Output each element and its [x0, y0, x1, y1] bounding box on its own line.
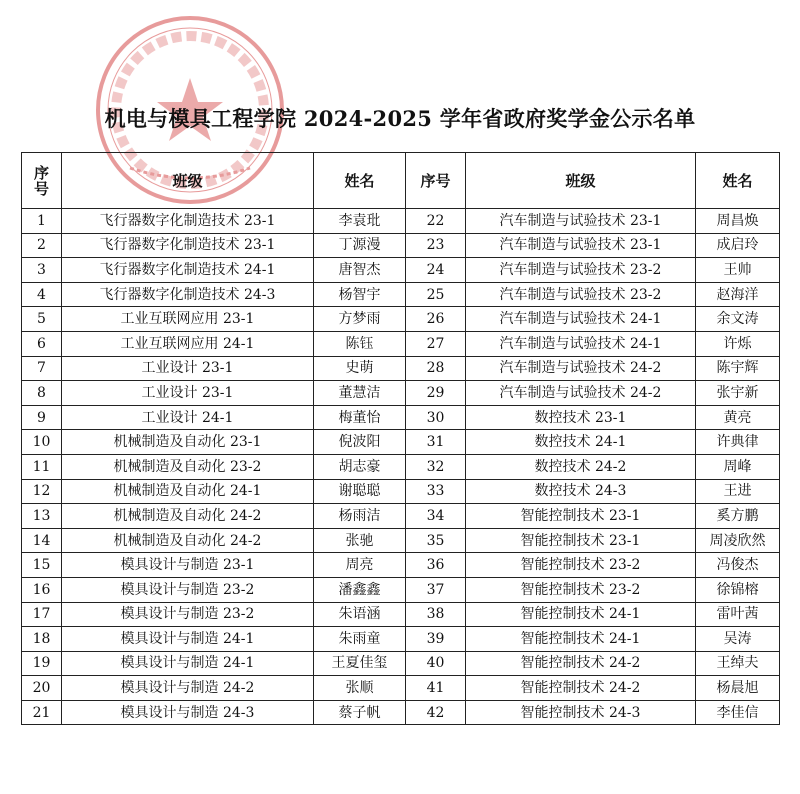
name-cell: 朱雨童 [314, 627, 406, 652]
seq-cell: 22 [406, 209, 466, 234]
header-class: 班级 [62, 153, 314, 209]
class-cell: 模具设计与制造 24-3 [62, 700, 314, 725]
class-cell: 数控技术 23-1 [466, 405, 696, 430]
class-cell: 飞行器数字化制造技术 23-1 [62, 209, 314, 234]
table-row [22, 528, 780, 553]
seq-cell: 11 [22, 454, 62, 479]
table-row [22, 651, 780, 676]
seq-cell: 36 [406, 553, 466, 578]
seq-cell: 17 [22, 602, 62, 627]
class-cell: 数控技术 24-3 [466, 479, 696, 504]
name-cell: 许烁 [696, 331, 780, 356]
name-cell: 王绰夫 [696, 651, 780, 676]
table-row [22, 381, 780, 406]
seq-cell: 1 [22, 209, 62, 234]
class-cell: 飞行器数字化制造技术 23-1 [62, 233, 314, 258]
class-cell: 工业互联网应用 24-1 [62, 331, 314, 356]
name-cell: 丁源漫 [314, 233, 406, 258]
name-cell: 董慧洁 [314, 381, 406, 406]
seq-cell: 30 [406, 405, 466, 430]
name-cell: 张顺 [314, 676, 406, 701]
class-cell: 智能控制技术 24-2 [466, 651, 696, 676]
class-cell: 模具设计与制造 24-2 [62, 676, 314, 701]
seq-cell: 35 [406, 528, 466, 553]
name-cell: 雷叶茜 [696, 602, 780, 627]
seq-cell: 39 [406, 627, 466, 652]
table-row [22, 233, 780, 258]
table-row [22, 405, 780, 430]
seq-cell: 12 [22, 479, 62, 504]
class-cell: 数控技术 24-2 [466, 454, 696, 479]
table-row [22, 331, 780, 356]
seq-cell: 26 [406, 307, 466, 332]
name-cell: 赵海洋 [696, 282, 780, 307]
class-cell: 飞行器数字化制造技术 24-3 [62, 282, 314, 307]
name-cell: 蔡子帆 [314, 700, 406, 725]
seq-cell: 27 [406, 331, 466, 356]
class-cell: 智能控制技术 23-2 [466, 553, 696, 578]
class-cell: 智能控制技术 23-1 [466, 504, 696, 529]
class-cell: 汽车制造与试验技术 24-1 [466, 307, 696, 332]
seq-cell: 25 [406, 282, 466, 307]
table-row [22, 676, 780, 701]
name-cell: 陈宇辉 [696, 356, 780, 381]
name-cell: 潘鑫鑫 [314, 577, 406, 602]
class-cell: 智能控制技术 24-2 [466, 676, 696, 701]
class-cell: 模具设计与制造 23-1 [62, 553, 314, 578]
seq-cell: 16 [22, 577, 62, 602]
name-cell: 王帅 [696, 258, 780, 283]
name-cell: 奚方鹏 [696, 504, 780, 529]
name-cell: 谢聪聪 [314, 479, 406, 504]
class-cell: 机械制造及自动化 23-2 [62, 454, 314, 479]
seq-cell: 7 [22, 356, 62, 381]
name-cell: 黄亮 [696, 405, 780, 430]
name-cell: 梅董怡 [314, 405, 406, 430]
table-row [22, 479, 780, 504]
scholarship-list-table [21, 152, 780, 725]
seq-cell: 40 [406, 651, 466, 676]
seq-cell: 32 [406, 454, 466, 479]
name-cell: 周峰 [696, 454, 780, 479]
seq-cell: 23 [406, 233, 466, 258]
class-cell: 模具设计与制造 24-1 [62, 627, 314, 652]
class-cell: 智能控制技术 23-2 [466, 577, 696, 602]
name-cell: 方梦雨 [314, 307, 406, 332]
class-cell: 汽车制造与试验技术 23-1 [466, 233, 696, 258]
class-cell: 汽车制造与试验技术 23-1 [466, 209, 696, 234]
seq-cell: 15 [22, 553, 62, 578]
name-cell: 周凌欣然 [696, 528, 780, 553]
seq-cell: 42 [406, 700, 466, 725]
name-cell: 杨智宇 [314, 282, 406, 307]
table-row [22, 577, 780, 602]
class-cell: 飞行器数字化制造技术 24-1 [62, 258, 314, 283]
seq-cell: 6 [22, 331, 62, 356]
seq-cell: 31 [406, 430, 466, 455]
seq-cell: 21 [22, 700, 62, 725]
seq-cell: 8 [22, 381, 62, 406]
seq-cell: 24 [406, 258, 466, 283]
name-cell: 周昌焕 [696, 209, 780, 234]
seq-cell: 19 [22, 651, 62, 676]
table-body [22, 209, 780, 725]
class-cell: 数控技术 24-1 [466, 430, 696, 455]
table-row [22, 700, 780, 725]
class-cell: 模具设计与制造 24-1 [62, 651, 314, 676]
seq-cell: 14 [22, 528, 62, 553]
class-cell: 机械制造及自动化 24-2 [62, 528, 314, 553]
seq-cell: 3 [22, 258, 62, 283]
class-cell: 汽车制造与试验技术 24-1 [466, 331, 696, 356]
table-row [22, 258, 780, 283]
seq-cell: 34 [406, 504, 466, 529]
class-cell: 模具设计与制造 23-2 [62, 602, 314, 627]
name-cell: 陈钰 [314, 331, 406, 356]
seq-cell: 2 [22, 233, 62, 258]
header-seq: 序号 [406, 153, 466, 209]
header-class: 班级 [466, 153, 696, 209]
class-cell: 模具设计与制造 23-2 [62, 577, 314, 602]
table-row [22, 602, 780, 627]
header-name: 姓名 [314, 153, 406, 209]
table-row [22, 627, 780, 652]
class-cell: 汽车制造与试验技术 23-2 [466, 282, 696, 307]
name-cell: 倪波阳 [314, 430, 406, 455]
class-cell: 机械制造及自动化 23-1 [62, 430, 314, 455]
table-row [22, 282, 780, 307]
class-cell: 工业设计 24-1 [62, 405, 314, 430]
name-cell: 张驰 [314, 528, 406, 553]
document-title: 机电与模具工程学院 2024-2025 学年省政府奖学金公示名单 [104, 106, 696, 131]
class-cell: 工业互联网应用 23-1 [62, 307, 314, 332]
class-cell: 机械制造及自动化 24-1 [62, 479, 314, 504]
name-cell: 杨晨旭 [696, 676, 780, 701]
name-cell: 许典律 [696, 430, 780, 455]
name-cell: 徐锦榕 [696, 577, 780, 602]
seq-cell: 41 [406, 676, 466, 701]
class-cell: 汽车制造与试验技术 23-2 [466, 258, 696, 283]
name-cell: 李袁玭 [314, 209, 406, 234]
seq-cell: 37 [406, 577, 466, 602]
class-cell: 工业设计 23-1 [62, 356, 314, 381]
name-cell: 余文涛 [696, 307, 780, 332]
name-cell: 唐智杰 [314, 258, 406, 283]
seq-cell: 5 [22, 307, 62, 332]
name-cell: 周亮 [314, 553, 406, 578]
class-cell: 汽车制造与试验技术 24-2 [466, 356, 696, 381]
table-row [22, 356, 780, 381]
seq-cell: 9 [22, 405, 62, 430]
seq-cell: 29 [406, 381, 466, 406]
class-cell: 工业设计 23-1 [62, 381, 314, 406]
name-cell: 吴涛 [696, 627, 780, 652]
class-cell: 机械制造及自动化 24-2 [62, 504, 314, 529]
class-cell: 智能控制技术 24-1 [466, 602, 696, 627]
table-row [22, 209, 780, 234]
seq-cell: 10 [22, 430, 62, 455]
table-row [22, 430, 780, 455]
table-row [22, 504, 780, 529]
table-row [22, 454, 780, 479]
name-cell: 史萌 [314, 356, 406, 381]
header-seq: 序 号 [22, 153, 62, 209]
name-cell: 杨雨洁 [314, 504, 406, 529]
seq-cell: 18 [22, 627, 62, 652]
class-cell: 智能控制技术 23-1 [466, 528, 696, 553]
name-cell: 李佳信 [696, 700, 780, 725]
table-header-row [22, 153, 780, 209]
seq-cell: 20 [22, 676, 62, 701]
table-row [22, 553, 780, 578]
seq-cell: 4 [22, 282, 62, 307]
name-cell: 张宇新 [696, 381, 780, 406]
class-cell: 汽车制造与试验技术 24-2 [466, 381, 696, 406]
name-cell: 朱语涵 [314, 602, 406, 627]
header-name: 姓名 [696, 153, 780, 209]
name-cell: 王进 [696, 479, 780, 504]
seq-cell: 13 [22, 504, 62, 529]
name-cell: 胡志豪 [314, 454, 406, 479]
table-row [22, 307, 780, 332]
class-cell: 智能控制技术 24-3 [466, 700, 696, 725]
name-cell: 成启玲 [696, 233, 780, 258]
seq-cell: 38 [406, 602, 466, 627]
seq-cell: 33 [406, 479, 466, 504]
name-cell: 冯俊杰 [696, 553, 780, 578]
class-cell: 智能控制技术 24-1 [466, 627, 696, 652]
seq-cell: 28 [406, 356, 466, 381]
name-cell: 王夏佳玺 [314, 651, 406, 676]
